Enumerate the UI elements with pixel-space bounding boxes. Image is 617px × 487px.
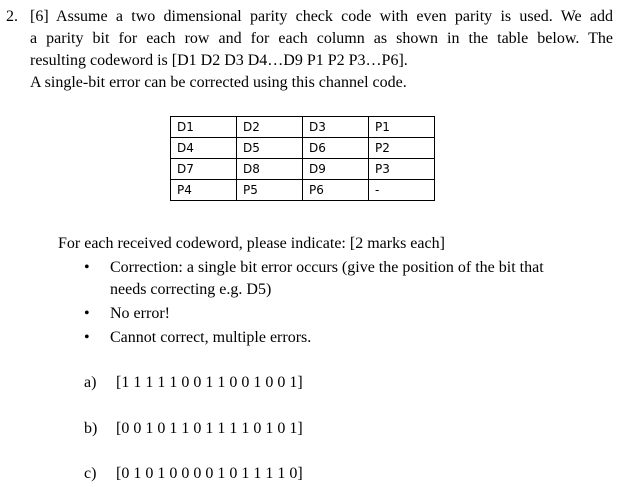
intro-line-4: A single-bit error can be corrected using this channel code.: [30, 74, 407, 91]
table-cell: D5: [237, 138, 303, 159]
option-text: No error!: [110, 305, 170, 322]
codeword-a: [84, 372, 303, 394]
option-text: Cannot correct, multiple errors.: [110, 329, 312, 346]
option-text: needs correcting e.g. D5): [110, 281, 272, 298]
codeword-label: a): [84, 374, 97, 391]
table-cell: D1: [171, 117, 237, 138]
table-cell: D8: [237, 159, 303, 180]
table-cell: D7: [171, 159, 237, 180]
codeword-b: [84, 418, 303, 440]
table-row: [171, 159, 435, 180]
intro-line-3: resulting codeword is [D1 D2 D3 D4…D9 P1 P2 P3…P6].: [30, 52, 408, 69]
codeword-label: b): [84, 420, 98, 437]
table-cell: P6: [303, 180, 369, 201]
option-text: Correction: a single bit error occurs (give the position of the bit that: [110, 259, 544, 276]
list-item: [84, 257, 604, 301]
question-intro: [30, 6, 613, 94]
question-number: 2.: [6, 8, 18, 25]
table-cell: P2: [369, 138, 435, 159]
intro-line-2: a parity bit for each row and for each column as shown in the table below. The: [30, 30, 613, 47]
table-cell: D2: [237, 117, 303, 138]
bullet-icon: •: [84, 329, 90, 346]
table-cell: D9: [303, 159, 369, 180]
codeword-c: [84, 463, 303, 485]
table-cell: P5: [237, 180, 303, 201]
table-row: [171, 117, 435, 138]
codeword-bits: [0 1 0 1 0 0 0 0 1 0 1 1 1 1 0]: [116, 465, 303, 482]
table-cell: D4: [171, 138, 237, 159]
bullet-icon: •: [84, 259, 90, 276]
options-list: [84, 257, 604, 351]
codeword-bits: [0 0 1 0 1 1 0 1 1 1 1 0 1 0 1]: [116, 420, 303, 437]
bullet-icon: •: [84, 305, 90, 322]
table-cell: P4: [171, 180, 237, 201]
table-cell: -: [369, 180, 435, 201]
codeword-label: c): [84, 465, 97, 482]
instruction-text: For each received codeword, please indicate: [2 marks each]: [58, 235, 445, 252]
table-row: [171, 138, 435, 159]
table-cell: P1: [369, 117, 435, 138]
list-item: [84, 327, 604, 349]
table-cell: D6: [303, 138, 369, 159]
table-cell: D3: [303, 117, 369, 138]
codeword-bits: [1 1 1 1 1 0 0 1 1 0 0 1 0 0 1]: [116, 374, 303, 391]
table-row: [171, 180, 435, 201]
table-cell: P3: [369, 159, 435, 180]
parity-table: [170, 116, 435, 201]
intro-line-1: [6] Assume a two dimensional parity check code with even parity is used. We add: [30, 8, 613, 25]
list-item: [84, 303, 604, 325]
